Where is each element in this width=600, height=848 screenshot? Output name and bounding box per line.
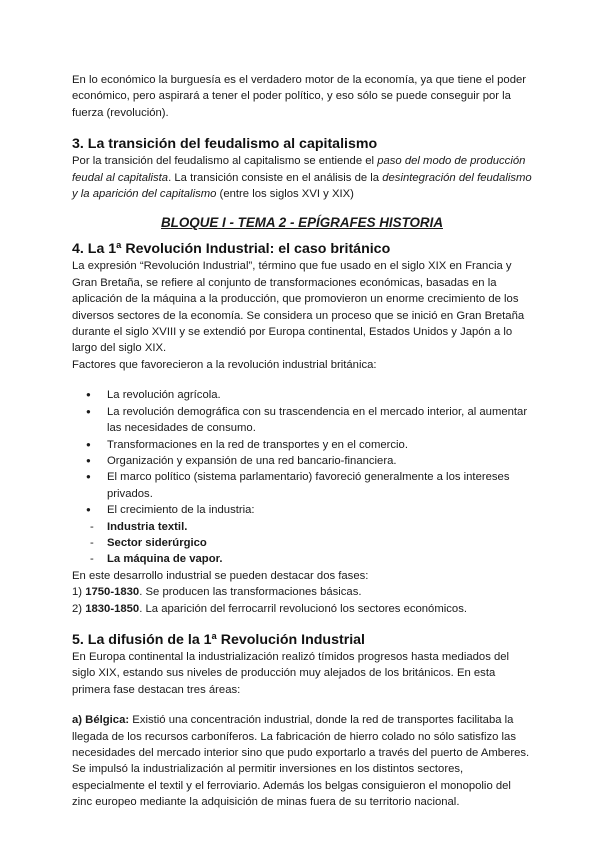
section-4-paragraph: La expresión “Revolución Industrial”, término que fue usado en el siglo XIX en Francia y Gran Bretaña, se refiere al conjunto de transformaciones económicas, basadas en la aplicación de la máquina a la producción, que promovieron un enorme crecimiento de los diversos sectores de la economía. Se considera un proceso que se inició en Gran Bretaña durante el siglo XVIII y se extendió por Europa continental, Estados Unidos y Japón a lo largo del siglo XIX. [72, 260, 525, 355]
list-item: ● El crecimiento de la industria: [72, 502, 532, 518]
list-item: ● El marco político (sistema parlamentario) favoreció generalmente a los intereses privados. [72, 469, 532, 502]
section-3-paragraph [72, 153, 532, 202]
industry-sublist [72, 519, 532, 568]
list-item: - Industria textil. [72, 519, 532, 535]
phase-text: . La aparición del ferrocarril revolucionó los sectores económicos. [139, 602, 467, 615]
phase-number: 2) [72, 602, 86, 615]
list-item: ● La revolución agrícola. [72, 387, 532, 403]
spacer [72, 617, 532, 631]
spacer [72, 698, 532, 712]
list-item: ● Organización y expansión de una red bancario-financiera. [72, 453, 532, 469]
spacer [72, 121, 532, 135]
phases-intro: En este desarrollo industrial se pueden destacar dos fases: [72, 569, 369, 582]
phase-2 [72, 601, 532, 617]
section-3-heading: 3. La transición del feudalismo al capitalismo [72, 136, 378, 153]
phase-number: 1) [72, 586, 86, 599]
bloque-title-wrap [72, 208, 532, 238]
section-5-heading: 5. La difusión de la 1ª Revolución Industrial [72, 631, 365, 648]
list-item: ● Transformaciones en la red de transportes y en el comercio. [72, 437, 532, 453]
belgica-label: a) Bélgica: [72, 714, 130, 727]
factors-list [72, 387, 532, 518]
document-page [72, 72, 532, 811]
section-4-heading: 4. La 1ª Revolución Industrial: el caso británico [72, 241, 391, 258]
text-run: Por la transición del feudalismo al capitalismo se entiende el [72, 155, 378, 168]
bloque-title: BLOQUE I - TEMA 2 - EPÍGRAFES HISTORIA [161, 215, 443, 231]
italic-run: desintegración del feudalismo y la aparición del capitalismo [72, 171, 532, 201]
section-5-paragraph: En Europa continental la industrialización realizó tímidos progresos hasta mediados del siglo XIX, estando sus niveles de producción muy alejados de los británicos. En esta primera fase destacan tres áreas: [72, 650, 510, 696]
italic-run: paso del modo de producción feudal al capitalista [72, 155, 526, 184]
belgica-paragraph [72, 712, 532, 810]
phase-years: 1750-1830 [85, 586, 140, 599]
factors-intro: Factores que favorecieron a la revolución industrial británica: [72, 358, 377, 371]
belgica-text: Existió una concentración industrial, donde la red de transportes facilitaba la llegada de los recursos carboníferos. La fabricación de hierro colado no sólo satisfizo las necesidades del mercado interior sino que pudo exportarlo a través del puerto de Amberes. Se impulsó la industrialización al permitir inversiones en los distintos sectores, especialmente el textil y el ferroviario. Además los belgas consiguieron el monopolio del zinc europeo mediante la adquisición de minas fuera de su territorio nacional. [72, 714, 530, 809]
text-run: . La transición consiste en el análisis de la [168, 171, 383, 184]
list-item: - Sector siderúrgico [72, 535, 532, 551]
intro-paragraph: En lo económico la burguesía es el verdadero motor de la economía, ya que tiene el poder económico, pero aspirará a tener el poder político, y eso sólo se puede conseguir por la fuerza (revolución). [72, 74, 527, 119]
list-item: - La máquina de vapor. [72, 551, 532, 567]
list-item: ● La revolución demográfica con su trascendencia en el mercado interior, al aumentar las necesidades de consumo. [72, 404, 532, 437]
phase-text: . Se producen las transformaciones básicas. [139, 586, 362, 599]
phase-years: 1830-1850 [85, 602, 140, 615]
spacer [72, 373, 532, 387]
phase-1 [72, 584, 532, 600]
text-run: (entre los siglos XVI y XIX) [216, 188, 354, 201]
